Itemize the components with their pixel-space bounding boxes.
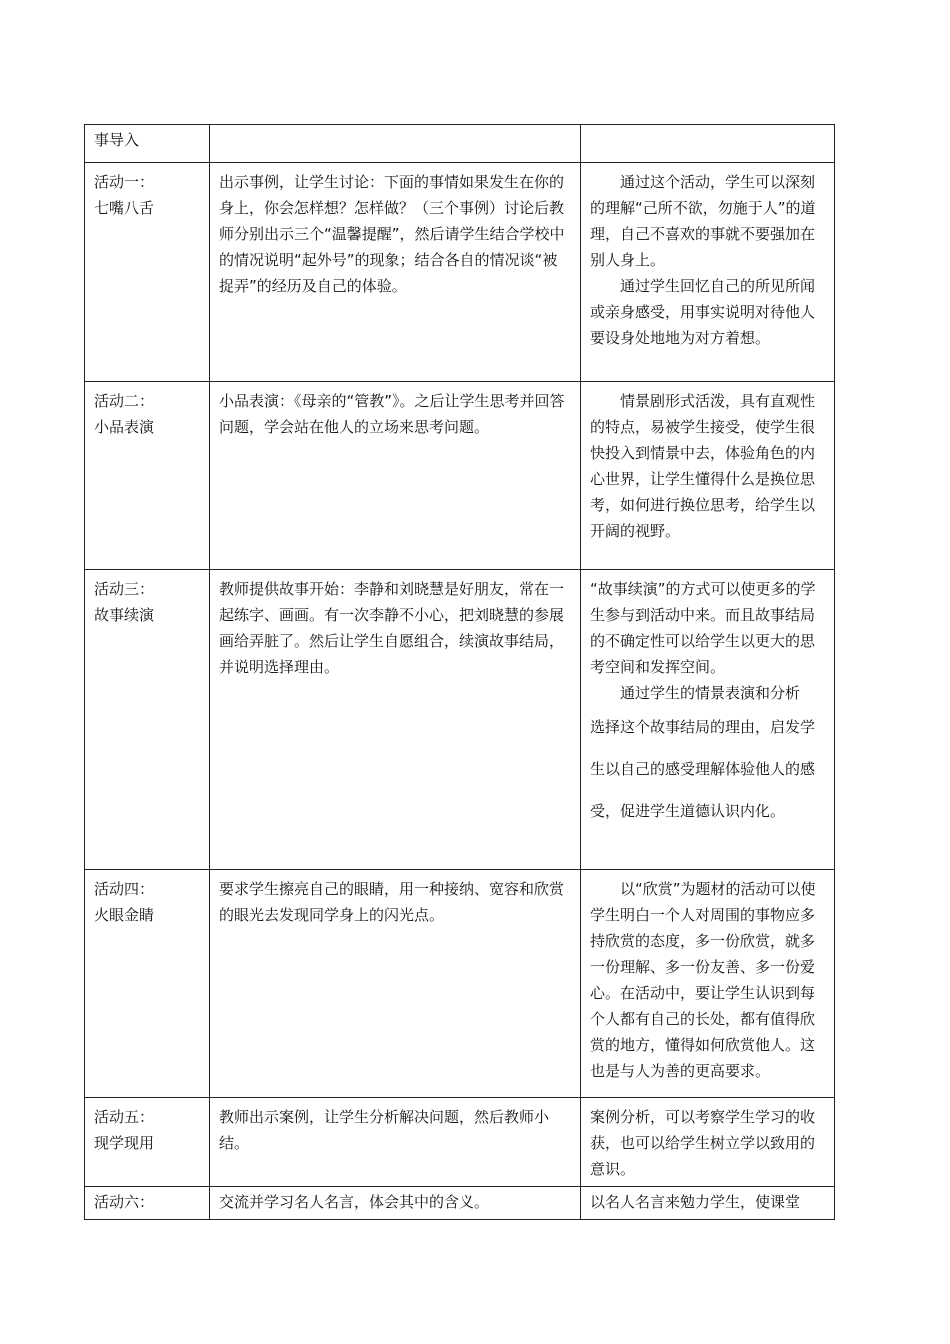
content-cell (210, 1187, 581, 1220)
intent-cell (581, 570, 835, 870)
activity-label: 活动四： (94, 880, 155, 898)
content-text: 教师出示案例，让学生分析解决问题，然后教师小结。 (219, 1108, 550, 1152)
activity-cell (85, 163, 210, 382)
intent-paragraph: 以名人名言来勉力学生，使课堂 (590, 1193, 801, 1211)
content-cell (210, 125, 581, 163)
activity-label: 事导入 (94, 131, 140, 149)
content-cell (210, 163, 581, 382)
activity-label: 活动三： (94, 580, 155, 598)
content-text: 教师提供故事开始：李静和刘晓慧是好朋友，常在一起练字、画画。有一次李静不小心，把刘晓慧的参展画给弄脏了。然后让学生自愿组合，续演故事结局，并说明选择理由。 (219, 580, 565, 676)
intent-cell (581, 1187, 835, 1220)
activity-label: 活动五： (94, 1108, 155, 1126)
activity-cell (85, 1098, 210, 1187)
activity-cell (85, 382, 210, 570)
intent-paragraph: 通过学生回忆自己的所见所闻或亲身感受，用事实说明对待他人要设身处地地为对方着想。 (590, 277, 816, 347)
activity-name: 七嘴八舌 (94, 199, 155, 217)
table-row (85, 125, 835, 163)
content-cell (210, 870, 581, 1098)
intent-cell (581, 382, 835, 570)
activity-cell (85, 570, 210, 870)
content-text: 出示事例，让学生讨论：下面的事情如果发生在你的身上，你会怎样想？怎样做？（三个事例）讨论后教师分别出示三个“温馨提醒”，然后请学生结合学校中的情况说明“起外号”的现象；结合各自的情况谈“被捉弄”的经历及自己的体验。 (219, 173, 565, 295)
lesson-plan-table (84, 124, 835, 1220)
activity-label: 活动一： (94, 173, 155, 191)
intent-paragraph: 案例分析，可以考察学生学习的收获，也可以给学生树立学以致用的意识。 (590, 1108, 816, 1178)
table-row (85, 163, 835, 382)
intent-paragraph: “故事续演”的方式可以使更多的学生参与到活动中来。而且故事结局的不确定性可以给学生以更大的思考空间和发挥空间。 (590, 580, 816, 676)
intent-paragraph: 以“欣赏”为题材的活动可以使学生明白一个人对周围的事物应多持欣赏的态度，多一份欣赏，就多一份理解、多一份友善、多一份爱心。在活动中，要让学生认识到每个人都有自己的长处，都有值得欣赏的地方，懂得如何欣赏他人。这也是与人为善的更高要求。 (590, 880, 816, 1080)
content-text: 要求学生擦亮自己的眼睛，用一种接纳、宽容和欣赏的眼光去发现同学身上的闪光点。 (219, 880, 565, 924)
table-row (85, 870, 835, 1098)
activity-label: 活动二： (94, 392, 155, 410)
table-row (85, 570, 835, 870)
intent-paragraph: 通过学生的情景表演和分析 (620, 684, 801, 702)
content-cell (210, 570, 581, 870)
table-row (85, 1187, 835, 1220)
activity-cell (85, 1187, 210, 1220)
intent-paragraph: 通过这个活动，学生可以深刻的理解“己所不欲，勿施于人”的道理，自己不喜欢的事就不要强加在别人身上。 (590, 173, 816, 269)
activity-name: 小品表演 (94, 418, 155, 436)
content-cell (210, 382, 581, 570)
activity-cell (85, 125, 210, 163)
activity-name: 故事续演 (94, 606, 155, 624)
table-row (85, 1098, 835, 1187)
table-row (85, 382, 835, 570)
intent-cell (581, 125, 835, 163)
content-cell (210, 1098, 581, 1187)
intent-cell (581, 870, 835, 1098)
intent-cell (581, 1098, 835, 1187)
activity-name: 火眼金睛 (94, 906, 155, 924)
content-text: 小品表演：《母亲的“管教”》。之后让学生思考并回答问题，学会站在他人的立场来思考问题。 (219, 392, 565, 436)
activity-label: 活动六： (94, 1193, 155, 1211)
activity-cell (85, 870, 210, 1098)
content-text: 交流并学习名人名言，体会其中的含义。 (219, 1193, 490, 1211)
intent-paragraph: 选择这个故事结局的理由，启发学生以自己的感受理解体验他人的感受，促进学生道德认识内化。 (590, 718, 816, 820)
intent-paragraph: 情景剧形式活泼，具有直观性的特点，易被学生接受，使学生很快投入到情景中去，体验角色的内心世界，让学生懂得什么是换位思考，如何进行换位思考，给学生以开阔的视野。 (590, 392, 816, 540)
intent-cell (581, 163, 835, 382)
activity-name: 现学现用 (94, 1134, 155, 1152)
